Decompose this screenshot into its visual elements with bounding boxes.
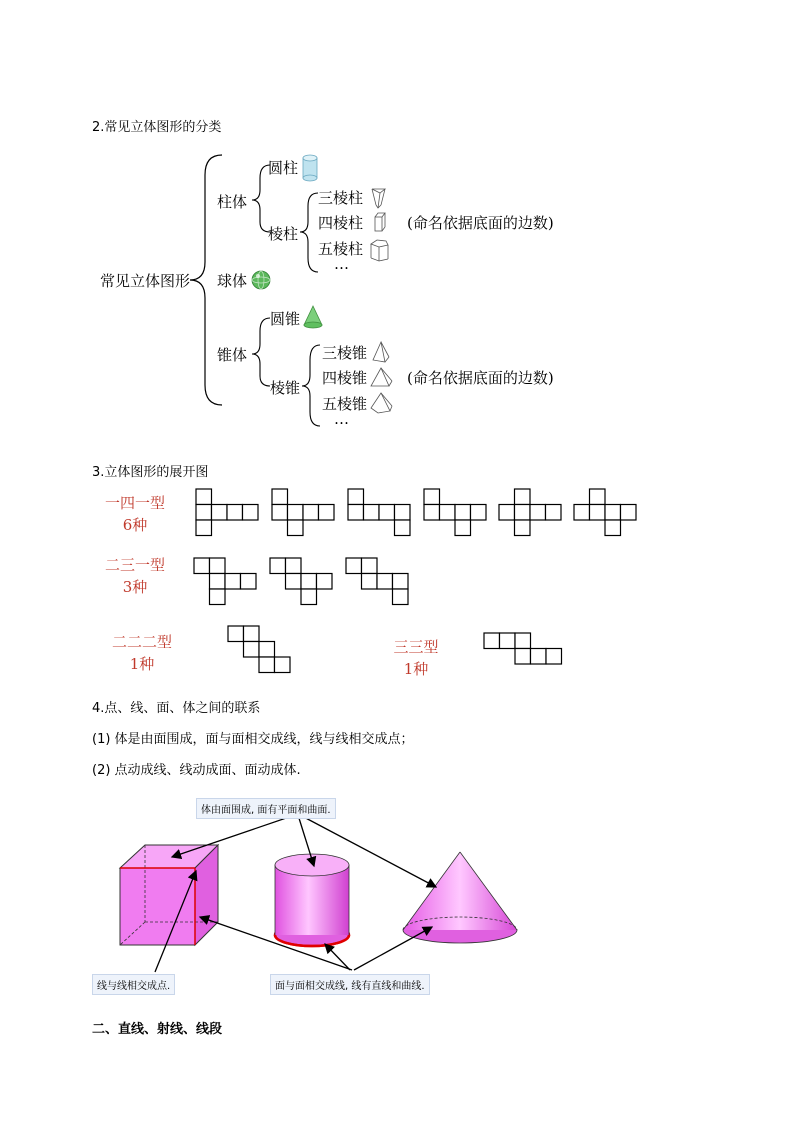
section4-heading: 4.点、线、面、体之间的联系 <box>92 701 261 716</box>
lengzhui-label: 棱锥 <box>270 379 301 397</box>
section4-item2: (2) 点动成线、线动成面、面动成体. <box>92 763 301 778</box>
net-type4-name: 三三型 <box>393 638 439 656</box>
section3-heading: 3.立体图形的展开图 <box>92 465 209 480</box>
silengzhu-label: 四棱柱 <box>318 214 364 232</box>
net-type1-count: 6种 <box>122 516 148 534</box>
zhuti-label: 柱体 <box>217 193 248 211</box>
prism-naming-note: (命名依据底面的边数) <box>407 214 554 232</box>
net-type3-count: 1种 <box>129 655 155 673</box>
sanlengzhu-label: 三棱柱 <box>318 189 364 207</box>
net-type2-count: 3种 <box>122 578 148 596</box>
sanlengzhui-label: 三棱锥 <box>322 344 368 362</box>
silengzhui-label: 四棱锥 <box>322 369 368 387</box>
cube-shape <box>120 845 218 945</box>
zhuiti-label: 锥体 <box>217 346 248 364</box>
wulengzhui-label: 五棱锥 <box>322 395 368 413</box>
cylinder-shape <box>275 854 349 946</box>
net-type3-name: 二二二型 <box>111 633 172 651</box>
yuanzhui-label: 圆锥 <box>270 310 301 328</box>
ellipsis-pyramids: … <box>334 410 349 428</box>
cone-shape <box>403 852 517 943</box>
callout-line: 面与面相交成线, 线有直线和曲线. <box>270 974 430 995</box>
yuanzhu-label: 圆柱 <box>268 159 299 177</box>
net-type1-name: 一四一型 <box>104 494 165 512</box>
section4-item1: (1) 体是由面围成，面与面相交成线，线与线相交成点； <box>92 732 414 747</box>
qiuti-label: 球体 <box>217 272 248 290</box>
ellipsis-prisms: … <box>334 255 349 273</box>
pyramid-naming-note: (命名依据底面的边数) <box>407 369 554 387</box>
callout-point: 线与线相交成点. <box>92 974 175 995</box>
section2-heading: 2.常见立体图形的分类 <box>92 120 222 135</box>
next-section-heading: 二、直线、射线、线段 <box>92 1022 223 1037</box>
callout-solid-faces: 体由面围成, 面有平面和曲面. <box>196 798 336 819</box>
lengzhu-label: 棱柱 <box>268 225 299 243</box>
root-label: 常见立体图形 <box>100 272 191 290</box>
net-type2-name: 二三一型 <box>104 556 165 574</box>
net-type4-count: 1种 <box>403 660 429 678</box>
wulengzhu-label: 五棱柱 <box>318 240 364 258</box>
